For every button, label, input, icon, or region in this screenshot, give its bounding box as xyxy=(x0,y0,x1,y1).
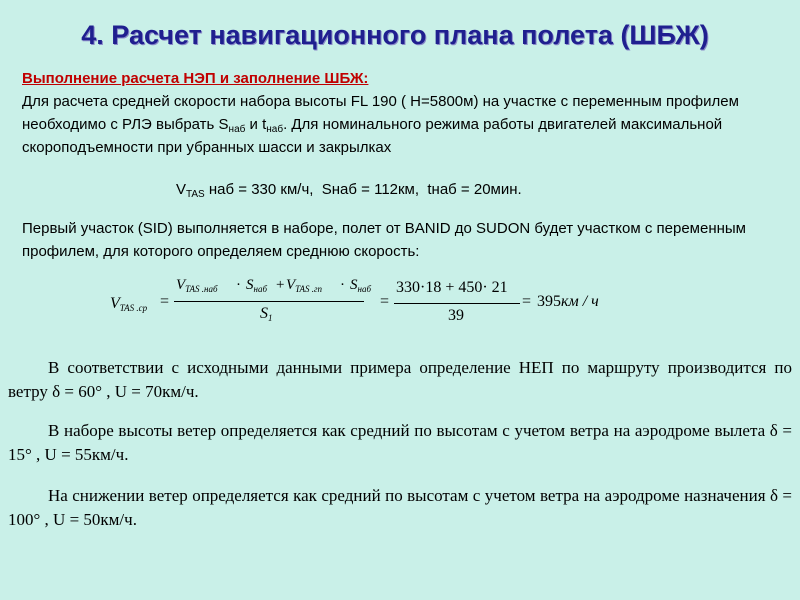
formula-numerator-1: $V_{TAS .наб}$ xyxy=(176,277,218,294)
formula-eq1: = xyxy=(160,293,170,310)
intro-text-c: . Для номинального режима работы двигателей максимальной скороподъемности при убранных шасси и закрылках xyxy=(22,116,723,156)
formula-s-2: $S_{наб}$ xyxy=(350,277,371,294)
formula-dot-2: · xyxy=(340,277,345,293)
formula-dot-1: · xyxy=(236,277,241,293)
formula-lhs: $V_{TAS .ср}$ xyxy=(110,295,148,313)
page-title: 4. Расчет навигационного плана полета (ШБЖ) xyxy=(81,20,709,50)
formula-eq2: = xyxy=(380,293,390,310)
formula-denominator-b: 39 xyxy=(448,307,464,324)
formula-numerator-b: 330·18 + 450· 21 xyxy=(396,279,508,296)
intro-text-b: и t xyxy=(245,116,267,133)
formula-eq3: = xyxy=(522,293,532,310)
formula-result: 395км / ч xyxy=(537,293,599,310)
sid-text: Первый участок (SID) выполняется в наборе, полет от BANID до SUDON будет участком с переменным профилем, для которого определяем среднюю скорость: xyxy=(22,220,746,260)
fraction-line-1 xyxy=(174,301,364,302)
formula-plus: + xyxy=(276,277,285,293)
intro-sub-b: наб xyxy=(266,124,284,135)
formula-denominator-1: $S_1$ xyxy=(260,305,273,323)
fraction-line-2 xyxy=(394,303,520,304)
intro-sub-a: наб xyxy=(228,124,246,135)
speed-text: наб = 330 км/ч, Sнаб = 112км, tнаб = 20мин. xyxy=(204,181,522,198)
formula-numerator-2: $V_{TAS .гп}$ xyxy=(286,277,323,294)
speed-v: V xyxy=(176,181,187,198)
section-subheading: Выполнение расчета НЭП и заполнение ШБЖ: xyxy=(22,70,369,87)
intro-text-a: Для расчета средней скорости набора высоты FL 190 ( Н=5800м) на участке с переменным профилем необходимо с РЛЭ выбрать S xyxy=(22,93,739,133)
intro-paragraph xyxy=(22,90,742,159)
speed-v-sub: TAS xyxy=(186,189,205,200)
speed-values xyxy=(176,178,522,201)
wind-route-paragraph: В соответствии с исходными данными примера определение НЕП по маршруту производится по ветру δ = 60° , U = 70км/ч. xyxy=(8,358,792,401)
formula-s-1: $S_{наб}$ xyxy=(246,277,267,294)
wind-climb-paragraph: В наборе высоты ветер определяется как средний по высотам с учетом ветра на аэродроме вылета δ = 15° , U = 55км/ч. xyxy=(8,421,792,464)
average-speed-formula xyxy=(104,275,644,335)
wind-descent-paragraph: На снижении ветер определяется как средний по высотам с учетом ветра на аэродроме назначения δ = 100° , U = 50км/ч. xyxy=(8,486,792,529)
sid-paragraph xyxy=(22,217,782,263)
